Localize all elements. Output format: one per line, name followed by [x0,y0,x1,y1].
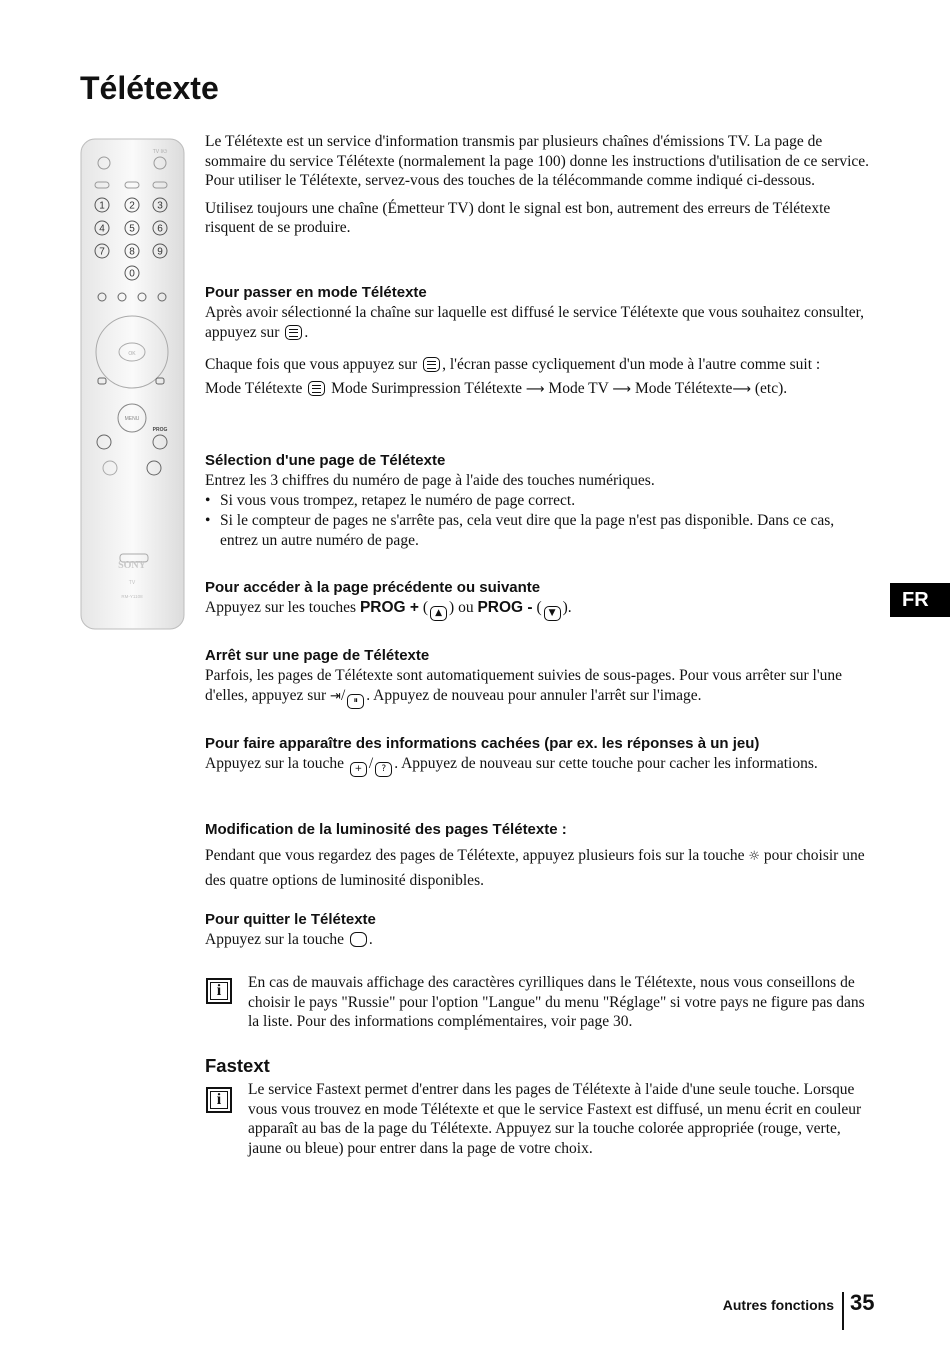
remote-tv-label: TV [128,580,136,586]
remote-digit-label: 5 [129,223,135,235]
cycle-mode-2: Mode Surimpression Télétexte [331,380,523,397]
quit-text-b: . [368,931,373,948]
remote-digit-label: 8 [129,246,135,258]
section-hold-heading: Arrêt sur une page de Télétexte [205,647,430,664]
prevnext-text: Appuyez sur les touches [205,599,357,616]
section-reveal-heading: Pour faire apparaître des informations cachées (par ex. les réponses à un jeu) [205,735,760,752]
section-mode [205,283,870,402]
page-down-icon: ▼ [544,606,561,621]
section-quit-heading: Pour quitter le Télétexte [205,911,376,928]
section-prevnext: Pour accéder à la page précédente ou suivante Appuyez sur les touches PROG + ( ▲ ) ou PROG - ( ▼ ). [205,578,870,621]
intro [205,132,870,238]
prog-plus-label: PROG + [359,599,419,616]
fastext-heading: Fastext [205,1055,270,1076]
arrow-right-icon: ⟶ [612,382,632,397]
info-plus-icon: + [350,762,367,777]
info-icon: i [206,1087,232,1113]
section-brightness-heading: Modification de la luminosité des pages Télétexte : [205,821,567,838]
section-mode-heading: Pour passer en mode Télétexte [205,284,427,301]
remote-power-label: TV I/⏻ [152,149,168,155]
section-quit [205,910,870,950]
section-select-heading: Sélection d'une page de Télétexte [205,452,446,469]
mode-text-b: Chaque fois que vous appuyez sur [205,356,418,373]
remote-model: RM-Y1108 [121,594,143,599]
footer-divider [842,1292,844,1330]
remote-digit-label: 0 [129,268,135,280]
teletext-button-icon [308,381,325,396]
mode-text-a: Après avoir sélectionné la chaîne sur laquelle est diffusé le service Télétexte que vous souhaitez consulter, appuyez sur [205,304,865,341]
hold-text-a: Parfois, les pages de Télétexte sont automatiquement suivies de sous-pages. Pour vous arrêter sur l'une d'elles, appuyez sur [205,667,842,704]
prog-minus-label: PROG - [477,599,533,616]
mode-text-a-end: . [304,324,309,341]
brightness-text-a: Pendant que vous regardez des pages de Télétexte, appuyez plusieurs fois sur la touche [205,847,745,864]
intro-paragraph-2: Utilisez toujours une chaîne (Émetteur TV) dont le signal est bon, autrement des erreurs de Télétexte risquent de se produire. [205,199,831,236]
hold-button-icon: ⏸ [347,694,364,709]
remote-digit-label: 6 [157,223,163,235]
language-tab: FR [890,583,950,617]
reveal-text-a: Appuyez sur la touche [205,755,345,772]
page-number: 35 [850,1290,875,1315]
section-reveal: Pour faire apparaître des informations cachées (par ex. les réponses à un jeu) Appuyez sur la touche + / ? . Appuyez de nouveau sur cette touche pour cacher les informations. [205,734,870,777]
remote-digit-label: 4 [99,223,105,235]
teletext-button-icon [285,325,302,340]
cycle-mode-4: Mode Télétexte [634,380,733,397]
remote-digit-label: 7 [99,246,105,258]
prevnext-or: ou [458,599,474,616]
section-hold: Arrêt sur une page de Télétexte Parfois, les pages de Télétexte sont automatiquement suivies de sous-pages. Pour vous arrêter sur l'une d'elles, appuyez sur ⇥/ ⏸ . Appuyez de nouveau pour annuler l'arrêt sur l'image. [205,646,870,709]
list-item: • Si le compteur de pages ne s'arrête pas, cela veut dire que la page n'est pas disponible. Dans ce cas, entrez un autre numéro de page. [205,511,870,551]
cycle-mode-3: Mode TV [548,380,609,397]
arrow-right-icon: ⟶ [525,382,545,397]
brightness-icon: ☼ [748,849,760,864]
cycle-mode-1: Mode Télétexte [205,380,303,397]
section-prevnext-heading: Pour accéder à la page précédente ou suivante [205,579,541,596]
brightness-text-b: pour choisir une des quatre options de luminosité disponibles. [205,847,865,889]
input-hold-icon: ⇥ [330,689,341,704]
remote-digit-label: 3 [157,200,163,212]
teletext-button-icon [423,357,440,372]
tv-mode-button-icon [350,932,367,947]
quit-text-a: Appuyez sur la touche [205,931,345,948]
mode-text-b-end: , l'écran passe cycliquement d'un mode à l'autre comme suit : [442,356,821,373]
select-bullet-list [205,491,870,551]
page-up-icon: ▲ [430,606,447,621]
remote-digit-label: 2 [129,200,135,212]
select-text: Entrez les 3 chiffres du numéro de page à l'aide des touches numériques. [205,472,655,489]
cyrillic-note: En cas de mauvais affichage des caractères cyrilliques dans le Télétexte, nous vous conseillons de choisir le pays "Russie" pour l'option "Langue" du menu "Réglage" si votre pays ne figure pas dans la liste. Pour des informations complémentaires, voir page 30. [248,974,865,1030]
list-item: • Si vous vous trompez, retapez le numéro de page correct. [205,491,870,511]
section-brightness [205,820,870,893]
remote-prog-label: PROG [152,427,168,433]
prevnext-end: ). [562,599,572,616]
section-select [205,451,870,551]
page-title: Télétexte [80,70,219,106]
fastext-note: Le service Fastext permet d'entrer dans les pages de Télétexte à l'aide d'une seule touche. Lorsque vous vous trouvez en mode Télétexte et que le service Fastext est diffusé, un menu écrit en couleur apparaît au bas de la page du Télétexte. Appuyez sur la touche colorée appropriée (rouge, verte, jaune ou bleue) pour entrer dans la page de votre choix. [248,1081,862,1157]
remote-brand: SONY [118,560,146,571]
remote-control-illustration [80,138,185,630]
info-icon: i [206,978,232,1004]
hold-text-b: . Appuyez de nouveau pour annuler l'arrêt sur l'image. [366,687,702,704]
reveal-text-b: . Appuyez de nouveau sur cette touche pour cacher les informations. [394,755,818,772]
arrow-right-icon: ⟶ [732,382,751,397]
remote-menu-label: MENU [124,416,140,422]
remote-digit-label: 1 [99,200,105,212]
remote-ok-label: OK [128,351,136,357]
reveal-question-icon: ? [375,762,392,777]
remote-digit-label: 9 [157,246,163,258]
footer-section-label: Autres fonctions [722,1297,834,1313]
cycle-mode-5: (etc). [754,380,788,397]
intro-paragraph-1: Le Télétexte est un service d'information transmis par plusieurs chaînes d'émissions TV. La page de sommaire du service Télétexte (normalement la page 100) donne les instructions d'utilisation de ce service. Pour utiliser le Télétexte, servez-vous des touches de la télécommande comme indiqué ci-dessous. [205,133,870,189]
